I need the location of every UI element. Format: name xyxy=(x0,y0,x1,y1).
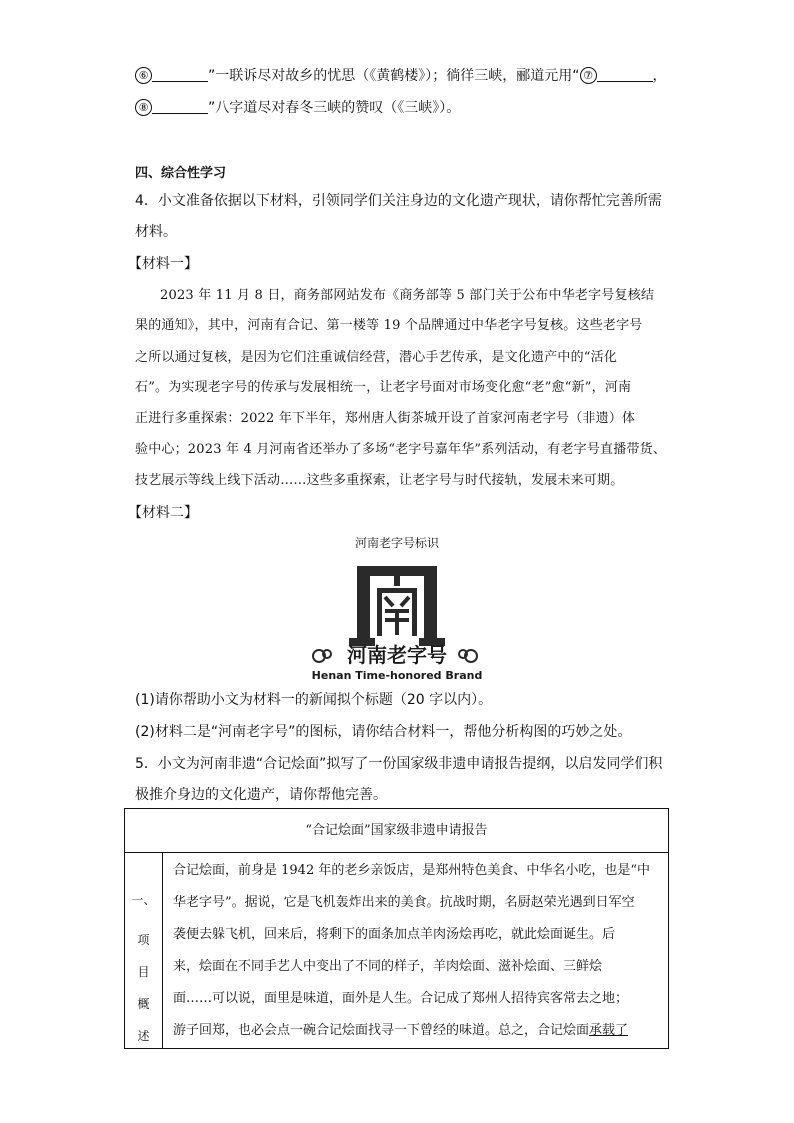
table-line: 合记烩面，前身是 1942 年的老乡亲饭店，是郑州特色美食、中华名小吃，也是“中 xyxy=(173,863,650,878)
poem-fill-text-2: ”八字道尽对春冬三峡的赞叹（《三峡》）。 xyxy=(208,100,461,116)
logo-cn-text: 河南老字号 xyxy=(347,643,447,667)
row-header-char: 一、 xyxy=(131,893,156,907)
poem-fill-text-1: ”一联诉尽对故乡的忧思（《黄鹤楼》）；徜徉三峡，郦道元用“ xyxy=(208,68,580,84)
q4-sub-2: (2)材料二是“河南老字号”的图标，请你结合材料一，帮他分析构图的巧妙之处。 xyxy=(135,724,632,740)
table-row-header xyxy=(125,853,163,1048)
q4-sub-1: (1)请你帮助小文为材料一的新闻拟个标题（20 字以内）。 xyxy=(135,692,493,708)
answer-blank-8[interactable] xyxy=(152,99,208,114)
material1-label: 【材料一】 xyxy=(128,256,198,272)
q4-line-1: 4．小文准备依据以下材料，引领同学们关注身边的文化遗产现状，请你帮忙完善所需 xyxy=(135,193,662,209)
answer-blank-7[interactable] xyxy=(597,67,653,82)
logo-en-text: Henan Time-honored Brand xyxy=(311,669,483,682)
material1-line: 2023 年 11 月 8 日，商务部网站发布《商务部等 5 部门关于公布中华老字号复核结 xyxy=(160,288,655,303)
circled-number-8: ⑧ xyxy=(135,99,152,116)
row-header-char: 概 xyxy=(137,997,150,1011)
henan-time-honored-brand-logo xyxy=(305,562,490,687)
report-table xyxy=(124,808,669,1049)
answer-blank-6[interactable] xyxy=(152,67,208,82)
row-header-char: 项 xyxy=(137,933,150,947)
table-line: 华老字号”。据说，它是飞机轰炸出来的美食。抗战时期，名厨赵荣光遇到日军空 xyxy=(173,895,635,910)
material1-line: 验中心；2023 年 4 月河南省还举办了多场“老字号嘉年华”系列活动，有老字号直播带货、 xyxy=(135,442,667,457)
table-line-last xyxy=(173,1021,628,1041)
poem-fill-end: ， xyxy=(652,68,667,84)
section-heading: 四、综合性学习 xyxy=(135,166,227,181)
circled-number-6: ⑥ xyxy=(135,67,152,84)
poem-fill-line-1 xyxy=(135,66,667,86)
q4-line-2: 材料。 xyxy=(135,224,177,240)
q5-line-2: 极推介身边的文化遗产，请你帮他完善。 xyxy=(135,787,387,803)
material1-line: 之所以通过复核，是因为它们注重诚信经营，潜心手艺传承，是文化遗产中的“活化 xyxy=(135,350,618,365)
material1-line: 石”。为实现老字号的传承与发展相统一，让老字号面对市场变化愈“老”愈“新”，河南 xyxy=(135,380,632,395)
table-line-text: 游子回郑，也必会点一碗合记烩面找寻一下曾经的味道。总之，合记烩面 xyxy=(173,1023,590,1038)
material1-line: 果的通知》，其中，河南有合记、第一楼等 19 个品牌通过中华老字号复核。这些老字号 xyxy=(135,318,643,333)
material1-line: 技艺展示等线上线下活动……这些多重探索，让老字号与时代接轨，发展未来可期。 xyxy=(135,473,624,488)
poem-fill-line-2 xyxy=(135,98,460,118)
q5-line-1: 5．小文为河南非遗“合记烩面”拟写了一份国家级非遗申请报告提纲，以启发同学们积 xyxy=(135,756,663,772)
material2-label: 【材料二】 xyxy=(128,505,198,521)
table-line: 袭便去躲飞机，回来后，将剩下的面条加点羊肉汤烩再吃，就此烩面诞生。后 xyxy=(173,927,616,942)
table-line: 面……可以说，面里是味道，面外是人生。合记成了郑州人招待宾客常去之地； xyxy=(173,991,629,1006)
logo-title: 河南老字号标识 xyxy=(354,536,439,550)
circled-number-7: ⑦ xyxy=(580,67,597,84)
table-line: 来，烩面在不同手艺人中变出了不同的样子，羊肉烩面、滋补烩面、三鲜烩 xyxy=(173,959,603,974)
row-header-char: 目 xyxy=(137,965,150,979)
material1-line: 正进行多重探索：2022 年下半年，郑州唐人街茶城开设了首家河南老字号（非遗）体 xyxy=(135,411,636,426)
table-title: “合记烩面”国家级非遗申请报告 xyxy=(125,809,668,853)
row-header-char: 述 xyxy=(137,1029,150,1043)
underlined-text: 承载了 xyxy=(589,1023,629,1038)
